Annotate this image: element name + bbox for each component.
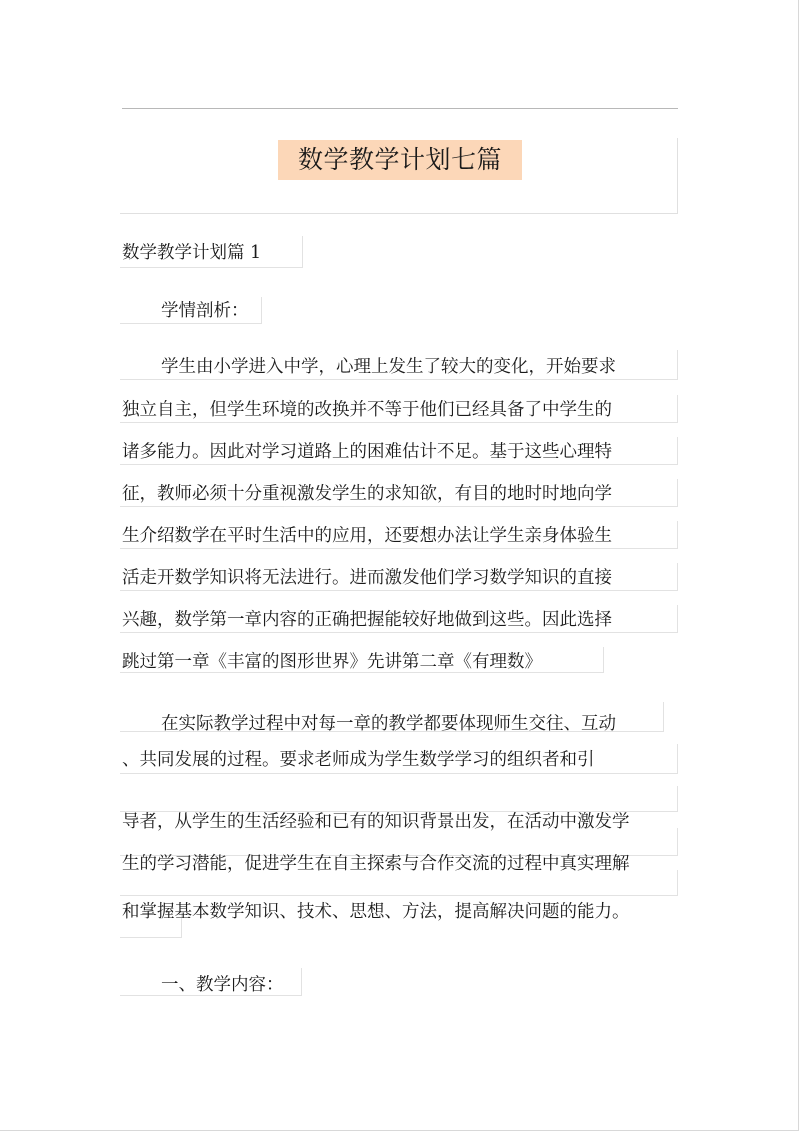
para1-line: 兴趣，数学第一章内容的正确把握能较好地做到这些。因此选择 [122,610,612,630]
para1-line: 活走开数学知识将无法进行。进而激发他们学习数学知识的直接 [122,568,612,588]
para2-line: 和掌握基本数学知识、技术、思想、方法，提高解决问题的能力。 [122,902,630,922]
para1-line: 诸多能力。因此对学习道路上的困难估计不足。基于这些心理特 [122,442,612,462]
content-heading: 一、教学内容： [161,975,284,995]
section-heading: 数学教学计划篇 1 [122,243,262,263]
para1-line: 独立自主，但学生环境的改换并不等于他们已经具备了中学生的 [122,400,612,420]
para1-line: 生介绍数学在平时生活中的应用，还要想办法让学生亲身体验生 [122,526,612,546]
para2-line: 生的学习潜能，促进学生在自主探索与合作交流的过程中真实理解 [122,854,630,874]
para1-line: 学生由小学进入中学，心理上发生了较大的变化，开始要求 [161,357,616,377]
document-title: 数学教学计划七篇 [278,140,522,180]
analysis-heading: 学情剖析： [161,301,249,321]
header-rule [122,108,678,109]
para2-line: 在实际教学过程中对每一章的教学都要体现师生交往、互动 [161,714,616,734]
para1-line: 征，教师必须十分重视激发学生的求知欲，有目的地时时地向学 [122,484,612,504]
para2-line: 、共同发展的过程。要求老师成为学生数学学习的组织者和引 [122,750,595,770]
para2-line: 导者，从学生的生活经验和已有的知识背景出发，在活动中激发学 [122,812,630,832]
para1-line: 跳过第一章《丰富的图形世界》先讲第二章《有理数》 [122,652,542,672]
